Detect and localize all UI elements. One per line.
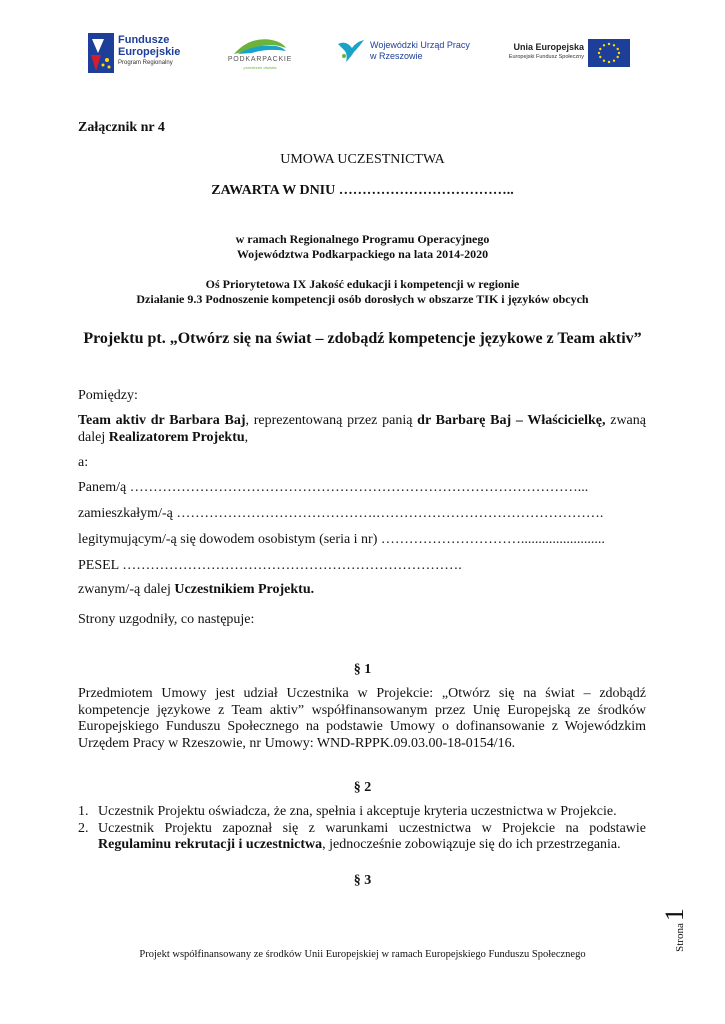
party2-called: zwanym/-ą dalej bbox=[78, 582, 175, 597]
party1-rep: dr Barbarę Baj – Właścicielkę, bbox=[417, 413, 606, 428]
fe-line1: Fundusze bbox=[118, 34, 170, 46]
party2-paragraph bbox=[78, 582, 646, 599]
section-2-heading: § 2 bbox=[353, 780, 372, 795]
party1-name: Team aktiv dr Barbara Baj bbox=[78, 413, 246, 428]
section-1-text: Przedmiotem Umowy jest udział Uczestnika w Projekcie: „Otwórz się na świat – zdobądź kompetencje językowe z Team aktiv” współfinansowanym przez Unię Europejską ze środków Europejskiego Funduszu Społecznego na podstawie Umowy o dofinansowanie z Wojewódzkim Urzędem Pracy w Rzeszowie, nr Umowy: WND-RPPK.09.03.00-18-0154/16. bbox=[78, 686, 646, 751]
doc-title: UMOWA UCZESTNICTWA bbox=[280, 152, 445, 167]
item2-part-b: , jednocześnie zobowiązuje się do ich przestrzegania. bbox=[322, 837, 621, 852]
wup-logo bbox=[336, 30, 476, 76]
party1-called: zwaną dalej bbox=[78, 413, 646, 445]
item2-part-a: Uczestnik Projektu zapoznał się z warunkami uczestnictwa w Projekcie na podstawie bbox=[98, 820, 646, 836]
doc-dated: ZAWARTA W DNIU ……………………………….. bbox=[211, 183, 514, 198]
section-1-heading: § 1 bbox=[353, 662, 372, 677]
ue-line2: Europejski Fundusz Społeczny bbox=[508, 54, 584, 60]
list-item-number: 1. bbox=[78, 804, 89, 819]
wup-bird-icon bbox=[336, 36, 366, 66]
between-label: Pomiędzy: bbox=[78, 388, 138, 403]
rpo-line2: Województwa Podkarpackiego na lata 2014-2020 bbox=[236, 247, 489, 261]
annex-label: Załącznik nr 4 bbox=[78, 120, 165, 135]
axis-line: Oś Priorytetowa IX Jakość edukacji i kompetencji w regionie bbox=[205, 277, 520, 291]
and-label: a: bbox=[78, 455, 89, 470]
ue-line1: Unia Europejska bbox=[513, 42, 584, 52]
fe-line2: Europejskie bbox=[118, 46, 181, 58]
field-id: legitymującym/-ą się dowodem osobistym (seria i nr) …………………………........................ bbox=[78, 532, 605, 547]
party2-role: Uczestnikiem Projektu. bbox=[174, 582, 315, 597]
fe-line3: Program Regionalny bbox=[118, 60, 173, 66]
list-item bbox=[78, 821, 646, 854]
party1-mid: , reprezentowaną przez panią bbox=[245, 413, 418, 428]
wup-line1: Wojewódzki Urząd Pracy bbox=[370, 40, 470, 50]
footer-text: Projekt współfinansowany ze środków Unii Europejskiej w ramach Europejskiego Funduszu Społecznego bbox=[139, 949, 586, 960]
podkarpackie-text: PODKARPACKIE bbox=[227, 56, 293, 63]
agreed-text: Strony uzgodniły, co następuje: bbox=[78, 612, 255, 627]
header-logos bbox=[88, 30, 633, 76]
field-name: Panem/ą ……………………………………………………………………………………... bbox=[78, 480, 589, 495]
page-label: Strona bbox=[674, 923, 686, 952]
list-item-number: 2. bbox=[78, 820, 89, 836]
section-3-heading: § 3 bbox=[353, 873, 372, 888]
item2-bold: Regulaminu rekrutacji i uczestnictwa bbox=[98, 837, 323, 852]
party1-end: , bbox=[244, 429, 249, 445]
fundusze-europejskie-logo bbox=[88, 30, 188, 76]
field-pesel: PESEL ………………………………………………………………. bbox=[78, 558, 462, 573]
axis-block bbox=[0, 277, 725, 307]
section-2-list bbox=[78, 804, 646, 854]
fe-flag-icon bbox=[88, 33, 114, 73]
podkarpackie-logo bbox=[225, 30, 295, 76]
project-title: Projektu pt. „Otwórz się na świat – zdobądź kompetencje językowe z Team aktiv” bbox=[83, 330, 642, 347]
list-item-text: Uczestnik Projektu oświadcza, że zna, spełnia i akceptuje kryteria uczestnictwa w Projekcie. bbox=[98, 804, 617, 819]
measure-line: Działanie 9.3 Podnoszenie kompetencji osób dorosłych w obszarze TIK i języków obcych bbox=[136, 292, 589, 306]
mountains-icon bbox=[232, 34, 288, 56]
rpo-block bbox=[0, 232, 725, 262]
party1-role: Realizatorem Projektu bbox=[108, 429, 245, 445]
page-number: 1 bbox=[660, 908, 689, 922]
field-address: zamieszkałym/-ą …………………………………….…………………………………………. bbox=[78, 506, 604, 521]
wup-line2: w Rzeszowie bbox=[370, 51, 423, 61]
party1-paragraph bbox=[78, 413, 646, 446]
podkarpackie-sub: przestrzeń otwarta bbox=[243, 65, 277, 70]
unia-europejska-logo bbox=[488, 30, 633, 76]
eu-flag-icon bbox=[588, 39, 630, 67]
list-item-text bbox=[98, 821, 646, 854]
rpo-line1: w ramach Regionalnego Programu Operacyjnego bbox=[235, 232, 490, 246]
list-item bbox=[78, 804, 646, 821]
